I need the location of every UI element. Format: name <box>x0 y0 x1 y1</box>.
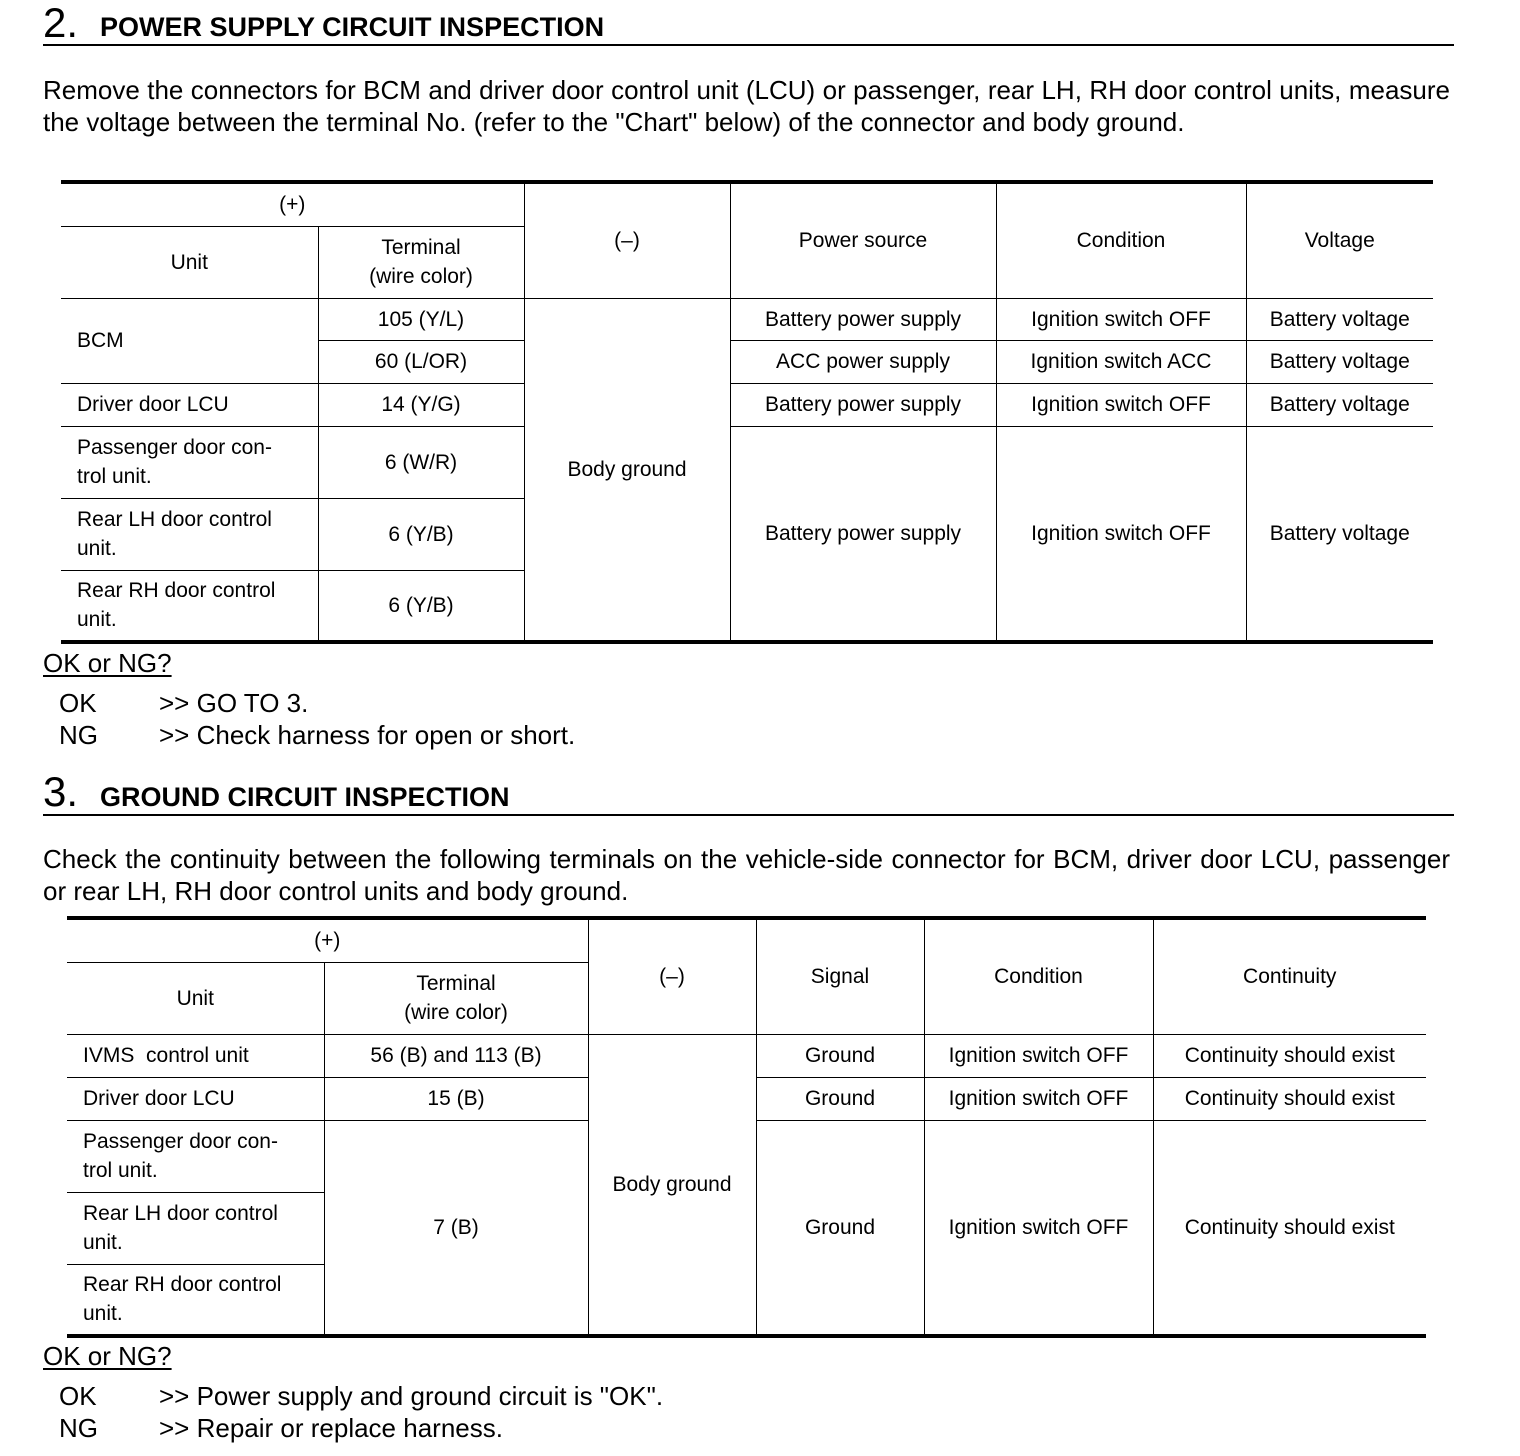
ok-label: OK <box>59 1381 97 1411</box>
power-source-cell: Battery power supply <box>730 383 996 426</box>
power-source-cell: Battery power supply <box>730 426 996 642</box>
terminal-header-line1: Terminal <box>381 236 461 259</box>
plus-header: (+) <box>67 918 588 962</box>
voltage-cell: Battery voltage <box>1246 298 1433 340</box>
unit-line2: unit. <box>83 1302 123 1326</box>
table-row <box>61 383 1433 426</box>
section-3-description: Check the continuity between the following terminals on the vehicle-side connector for BCM, driver door LCU, passenger or rear LH, RH door control units and body ground. <box>43 844 1450 906</box>
table-row <box>61 298 1433 340</box>
power-source-cell: Battery power supply <box>730 298 996 340</box>
minus-header: (–) <box>588 918 756 1034</box>
terminal-header <box>318 226 524 298</box>
terminal-header-line2: (wire color) <box>369 265 473 288</box>
ng-label: NG <box>59 720 98 750</box>
unit-line2: unit. <box>77 608 117 632</box>
section-3-ng-line <box>59 1412 503 1444</box>
unit-cell: Driver door LCU <box>61 383 318 426</box>
voltage-cell: Battery voltage <box>1246 426 1433 642</box>
unit-line1: Rear RH door control <box>83 1273 282 1297</box>
table-row <box>67 1034 1426 1077</box>
condition-cell: Ignition switch OFF <box>924 1034 1153 1077</box>
ng-label: NG <box>59 1413 98 1443</box>
condition-cell: Ignition switch OFF <box>996 383 1246 426</box>
condition-cell: Ignition switch ACC <box>996 340 1246 383</box>
unit-line1: Passenger door con- <box>77 436 272 459</box>
power-supply-table <box>61 180 1433 644</box>
section-2-title: POWER SUPPLY CIRCUIT INSPECTION <box>100 12 605 42</box>
unit-cell <box>67 1264 324 1336</box>
voltage-header: Voltage <box>1246 182 1433 298</box>
terminal-cell: 105 (Y/L) <box>318 298 524 340</box>
unit-line1: Passenger door con- <box>83 1130 278 1153</box>
section-2-ok-line <box>59 687 308 719</box>
ok-text: >> Power supply and ground circuit is "OK". <box>159 1381 664 1411</box>
ng-text: >> Repair or replace harness. <box>159 1413 503 1443</box>
unit-cell <box>67 1192 324 1264</box>
section-3-okng-title: OK or NG? <box>43 1341 172 1371</box>
condition-cell: Ignition switch OFF <box>996 298 1246 340</box>
ground-circuit-table <box>67 916 1426 1338</box>
terminal-header <box>324 962 588 1034</box>
unit-cell <box>61 498 318 570</box>
ng-text: >> Check harness for open or short. <box>159 720 576 750</box>
signal-cell: Ground <box>756 1077 924 1120</box>
voltage-cell: Battery voltage <box>1246 340 1433 383</box>
unit-line2: unit. <box>77 537 117 560</box>
condition-header: Condition <box>924 918 1153 1034</box>
condition-cell: Ignition switch OFF <box>996 426 1246 642</box>
terminal-header-line1: Terminal <box>416 972 496 995</box>
terminal-cell: 15 (B) <box>324 1077 588 1120</box>
unit-line2: unit. <box>83 1231 123 1254</box>
unit-line2: trol unit. <box>77 465 152 488</box>
table-row <box>61 426 1433 498</box>
unit-cell: Driver door LCU <box>67 1077 324 1120</box>
minus-cell: Body ground <box>524 298 730 642</box>
minus-cell: Body ground <box>588 1034 756 1336</box>
section-3-number: 3. <box>43 768 79 815</box>
terminal-cell: 6 (Y/B) <box>318 498 524 570</box>
unit-line1: Rear LH door control <box>83 1202 278 1225</box>
unit-cell <box>67 1120 324 1192</box>
section-3-ok-line <box>59 1380 663 1412</box>
continuity-cell: Continuity should exist <box>1153 1120 1426 1336</box>
power-source-cell: ACC power supply <box>730 340 996 383</box>
continuity-cell: Continuity should exist <box>1153 1077 1426 1120</box>
unit-cell: BCM <box>61 298 318 383</box>
unit-line1: Rear RH door control <box>77 579 276 603</box>
ok-label: OK <box>59 688 97 718</box>
section-3-title: GROUND CIRCUIT INSPECTION <box>100 782 510 812</box>
section-2-number: 2. <box>43 0 79 46</box>
ok-text: >> GO TO 3. <box>159 688 309 718</box>
condition-cell: Ignition switch OFF <box>924 1120 1153 1336</box>
voltage-cell: Battery voltage <box>1246 383 1433 426</box>
section-3-header <box>43 769 1454 816</box>
condition-header: Condition <box>996 182 1246 298</box>
signal-cell: Ground <box>756 1034 924 1077</box>
power-source-header: Power source <box>730 182 996 298</box>
terminal-cell: 56 (B) and 113 (B) <box>324 1034 588 1077</box>
terminal-cell: 60 (L/OR) <box>318 340 524 383</box>
terminal-cell: 6 (Y/B) <box>318 570 524 642</box>
terminal-cell: 14 (Y/G) <box>318 383 524 426</box>
unit-line2: trol unit. <box>83 1159 158 1182</box>
section-2-okng-title: OK or NG? <box>43 648 172 678</box>
plus-header: (+) <box>61 182 524 226</box>
unit-header: Unit <box>61 226 318 298</box>
unit-header: Unit <box>67 962 324 1034</box>
terminal-header-line2: (wire color) <box>404 1001 508 1024</box>
unit-line1: Rear LH door control <box>77 508 272 531</box>
section-2-ng-line <box>59 719 575 751</box>
section-2-header <box>43 0 1454 46</box>
unit-cell <box>61 426 318 498</box>
continuity-cell: Continuity should exist <box>1153 1034 1426 1077</box>
condition-cell: Ignition switch OFF <box>924 1077 1153 1120</box>
section-2-description: Remove the connectors for BCM and driver door control unit (LCU) or passenger, rear LH, RH door control units, measure the voltage between the terminal No. (refer to the "Chart" below) of the connector and body ground. <box>43 75 1450 137</box>
terminal-cell: 6 (W/R) <box>318 426 524 498</box>
unit-cell: IVMS control unit <box>67 1034 324 1077</box>
terminal-cell: 7 (B) <box>324 1120 588 1336</box>
signal-cell: Ground <box>756 1120 924 1336</box>
unit-cell <box>61 570 318 642</box>
minus-header: (–) <box>524 182 730 298</box>
continuity-header: Continuity <box>1153 918 1426 1034</box>
signal-header: Signal <box>756 918 924 1034</box>
